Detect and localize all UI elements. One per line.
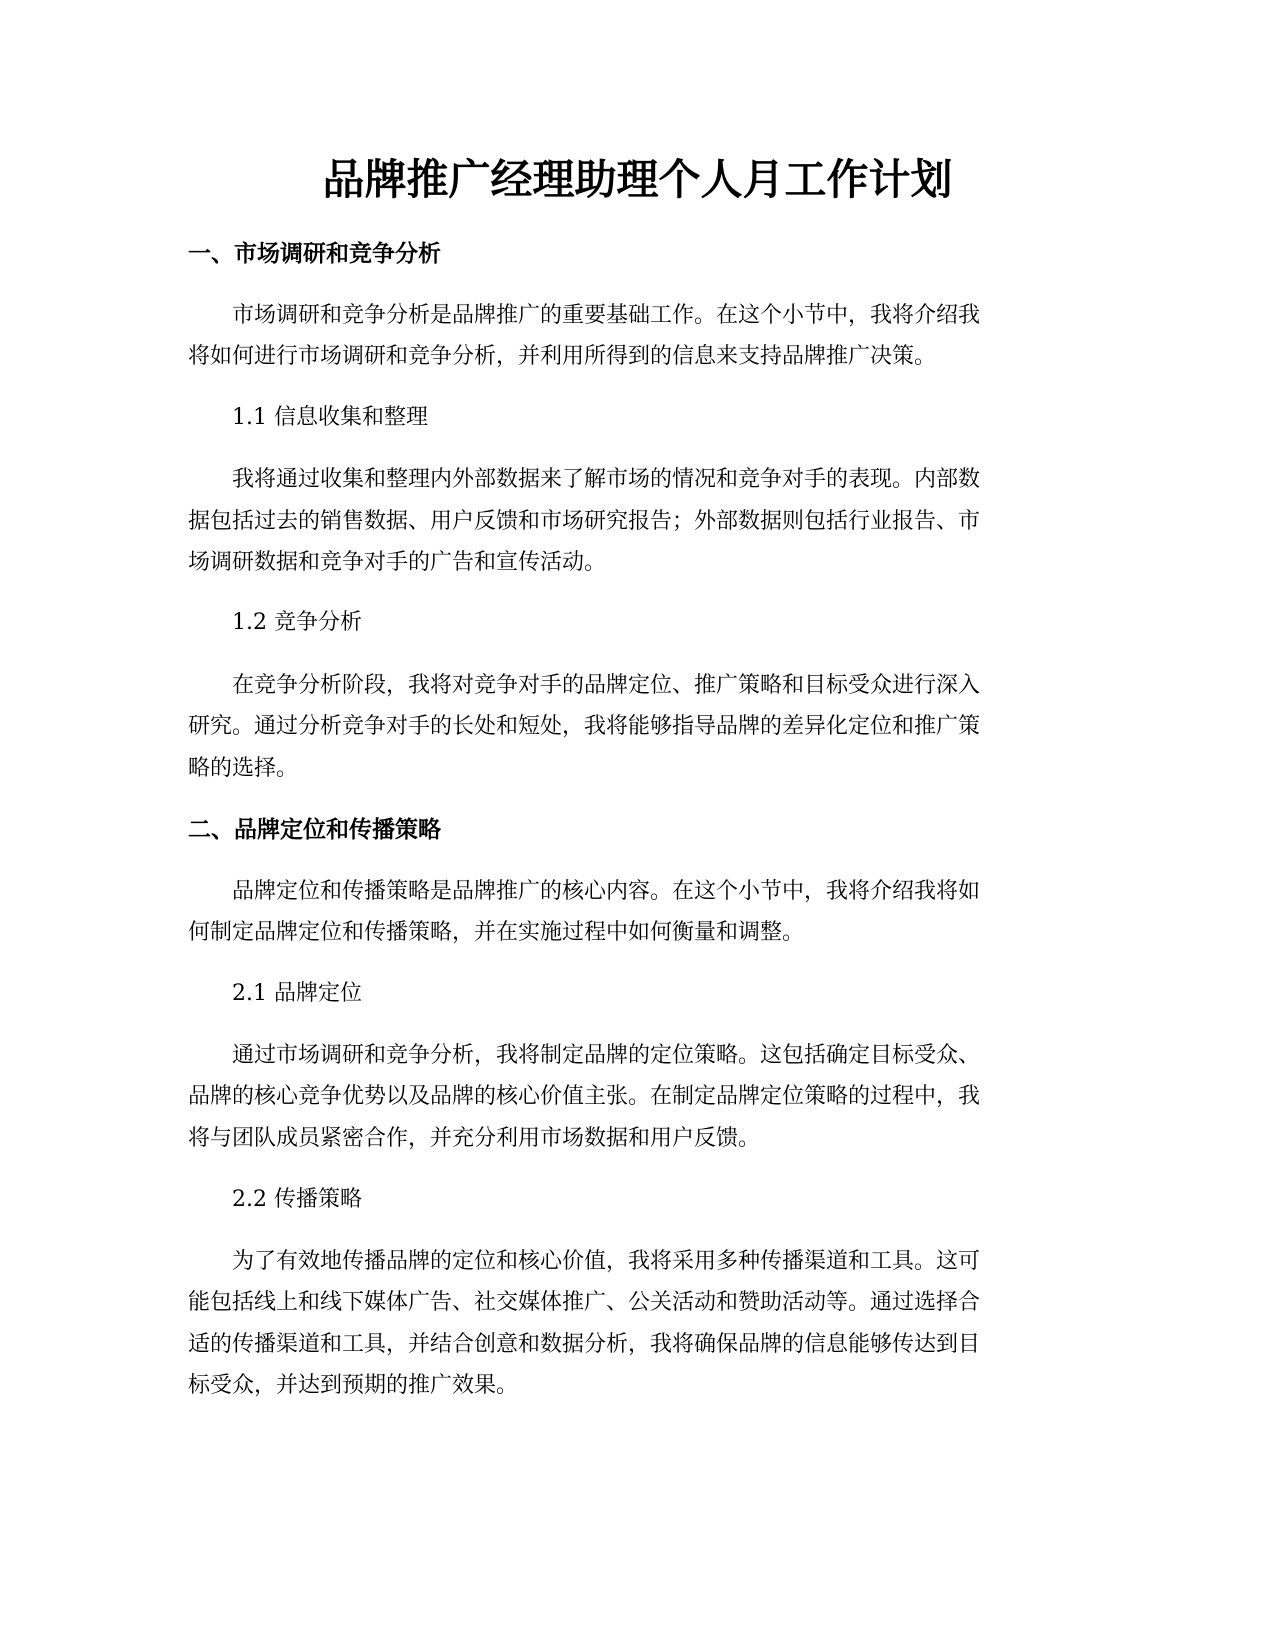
paragraph-line: 在竞争分析阶段，我将对竞争对手的品牌定位、推广策略和目标受众进行深入 bbox=[232, 673, 981, 698]
paragraph-line: 通过市场调研和竞争分析，我将制定品牌的定位策略。这包括确定目标受众、 bbox=[232, 1043, 981, 1068]
paragraph-line: 能包括线上和线下媒体广告、社交媒体推广、公关活动和赞助活动等。通过选择合 bbox=[188, 1290, 981, 1315]
paragraph-line: 品牌定位和传播策略是品牌推广的核心内容。在这个小节中，我将介绍我将如 bbox=[232, 879, 981, 904]
subheading-1-1: 1.1 信息收集和整理 bbox=[232, 405, 428, 430]
section-heading-1: 一、市场调研和竞争分析 bbox=[188, 241, 441, 267]
paragraph-line: 将与团队成员紧密合作，并充分利用市场数据和用户反馈。 bbox=[188, 1126, 761, 1151]
paragraph-line: 标受众，并达到预期的推广效果。 bbox=[188, 1373, 519, 1398]
paragraph-line: 我将通过收集和整理内外部数据来了解市场的情况和竞争对手的表现。内部数 bbox=[232, 467, 981, 492]
document-title: 品牌推广经理助理个人月工作计划 bbox=[322, 155, 953, 204]
subheading-2-1: 2.1 品牌定位 bbox=[232, 981, 362, 1006]
paragraph-line: 研究。通过分析竞争对手的长处和短处，我将能够指导品牌的差异化定位和推广策 bbox=[188, 714, 981, 739]
paragraph-line: 为了有效地传播品牌的定位和核心价值，我将采用多种传播渠道和工具。这可 bbox=[232, 1249, 981, 1274]
paragraph-line: 略的选择。 bbox=[188, 756, 299, 781]
paragraph-line: 品牌的核心竞争优势以及品牌的核心价值主张。在制定品牌定位策略的过程中，我 bbox=[188, 1084, 981, 1109]
paragraph-line: 何制定品牌定位和传播策略，并在实施过程中如何衡量和调整。 bbox=[188, 920, 805, 945]
paragraph-line: 适的传播渠道和工具，并结合创意和数据分析，我将确保品牌的信息能够传达到目 bbox=[188, 1332, 981, 1357]
paragraph-line: 据包括过去的销售数据、用户反馈和市场研究报告；外部数据则包括行业报告、市 bbox=[188, 509, 981, 534]
paragraph-line: 场调研数据和竞争对手的广告和宣传活动。 bbox=[188, 550, 607, 575]
subheading-2-2: 2.2 传播策略 bbox=[232, 1187, 362, 1212]
paragraph-line: 市场调研和竞争分析是品牌推广的重要基础工作。在这个小节中，我将介绍我 bbox=[232, 303, 981, 328]
paragraph-line: 将如何进行市场调研和竞争分析，并利用所得到的信息来支持品牌推广决策。 bbox=[188, 344, 937, 369]
section-heading-2: 二、品牌定位和传播策略 bbox=[188, 817, 441, 843]
subheading-1-2: 1.2 竞争分析 bbox=[232, 610, 362, 635]
